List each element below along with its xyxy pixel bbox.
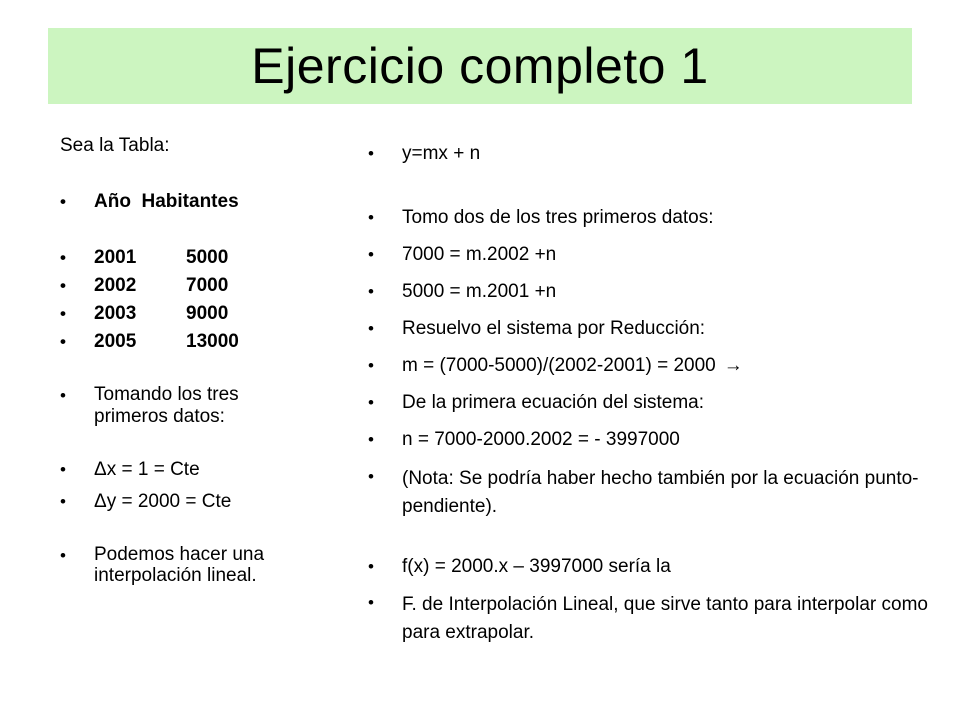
step-text: n = 7000-2000.2002 = - 3997000 (402, 429, 680, 450)
bullet-icon: • (368, 282, 374, 301)
bullet-icon: • (368, 557, 374, 576)
left-column (60, 134, 310, 586)
bullet-icon: • (60, 304, 66, 323)
bullet-icon: • (368, 593, 374, 612)
right-column (368, 142, 928, 647)
intro-text: Sea la Tabla: (60, 135, 170, 156)
step-text: Tomo dos de los tres primeros datos: (402, 207, 714, 228)
step-bullet (368, 280, 928, 304)
bullet-icon: • (60, 192, 66, 211)
function-bullet (368, 555, 928, 579)
bullet-icon: • (368, 208, 374, 227)
bullet-icon: • (60, 248, 66, 267)
row-population: 5000 (186, 247, 229, 268)
step-bullet (368, 206, 928, 230)
step-text: De la primera ecuación del sistema: (402, 392, 705, 413)
step-text: 7000 = m.2002 +n (402, 244, 557, 265)
row-population: 9000 (186, 303, 229, 324)
taking-bullet (60, 384, 310, 428)
row-population: 7000 (186, 275, 229, 296)
step-bullet (368, 354, 928, 378)
table-row (60, 246, 310, 270)
header-year: Año (94, 191, 131, 212)
bullet-icon: • (368, 319, 374, 338)
bullet-icon: • (60, 546, 66, 565)
delta-y-text: Δy = 2000 = Cte (94, 491, 232, 512)
function-text: f(x) = 2000.x – 3997000 sería la (402, 556, 671, 577)
note-bullet (368, 465, 928, 521)
bullet-icon: • (368, 245, 374, 264)
step-text: 5000 = m.2001 +n (402, 281, 557, 302)
bullet-icon: • (368, 467, 374, 486)
row-year: 2003 (94, 303, 137, 324)
header-population: Habitantes (141, 191, 239, 212)
table-row (60, 302, 310, 326)
function-bullet (368, 591, 928, 647)
delta-x-bullet (60, 458, 310, 482)
step-text: Resuelvo el sistema por Reducción: (402, 318, 706, 339)
table-row (60, 330, 310, 354)
bullet-icon: • (60, 492, 66, 511)
step-bullet (368, 428, 928, 452)
bullet-icon: • (60, 386, 66, 405)
row-year: 2001 (94, 247, 137, 268)
note-text: (Nota: Se podría haber hecho también por la ecuación punto-pendiente). (402, 468, 919, 517)
row-population: 13000 (186, 331, 239, 352)
table-header (60, 190, 310, 214)
bullet-icon: • (368, 393, 374, 412)
bullet-icon: • (60, 460, 66, 479)
slide-title: Ejercicio completo 1 (251, 38, 709, 94)
step-bullet (368, 243, 928, 267)
row-year: 2005 (94, 331, 137, 352)
step-bullet (368, 391, 928, 415)
taking-text: Tomando los tres primeros datos: (94, 384, 239, 427)
conclusion-bullet (60, 544, 310, 586)
function-text: F. de Interpolación Lineal, que sirve tanto para interpolar como para extrapolar. (402, 594, 928, 643)
table-row (60, 274, 310, 298)
bullet-icon: • (368, 356, 374, 375)
bullet-icon: • (368, 144, 374, 163)
arrow-right-icon: → (723, 355, 743, 376)
bullet-icon: • (60, 276, 66, 295)
delta-y-bullet (60, 490, 310, 514)
bullet-icon: • (60, 332, 66, 351)
step-bullet (368, 317, 928, 341)
equation-text: y=mx + n (402, 143, 481, 164)
title-banner (48, 28, 912, 104)
step-text: m = (7000-5000)/(2002-2001) = 2000 (402, 355, 716, 376)
row-year: 2002 (94, 275, 137, 296)
equation-bullet (368, 142, 928, 166)
conclusion-text: Podemos hacer una interpolación lineal. (94, 544, 265, 586)
delta-x-text: Δx = 1 = Cte (94, 459, 200, 480)
bullet-icon: • (368, 430, 374, 449)
